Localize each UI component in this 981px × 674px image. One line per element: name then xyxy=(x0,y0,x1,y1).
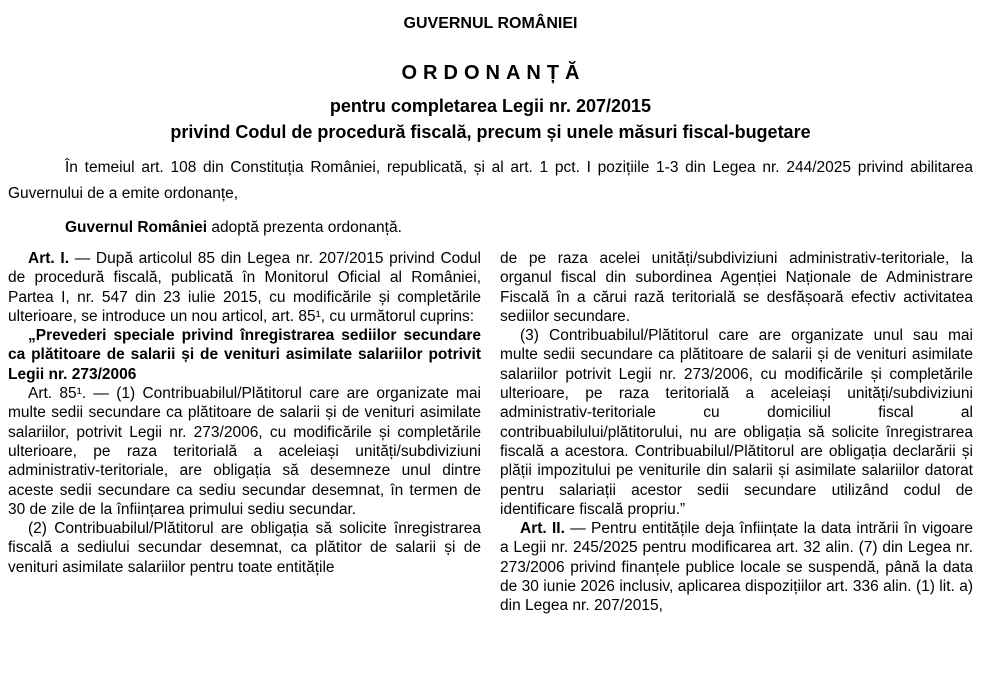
ordinance-title: ORDONANȚĂ xyxy=(401,62,586,84)
paragraph-text: — Pentru entitățile deja înființate la data intrării în vigoare a Legii nr. 245/2025 pentru modificarea art. 32 alin. (7) din Legea nr. 273/2006 privind finanțele publice locale se suspendă, până la data de 30 iunie 2026 inclusiv, aplicarea dispozițiilor art. 336 alin. (1) lit. a) din Legea nr. 207/2015, xyxy=(500,520,973,615)
ordinance-subtitle-line2: privind Codul de procedură fiscală, precum și unele măsuri fiscal-bugetare xyxy=(170,122,811,142)
paragraph-text: adoptă prezenta ordonanță. xyxy=(207,219,402,236)
right-column xyxy=(500,249,973,616)
left-column xyxy=(8,249,481,616)
paragraph xyxy=(500,249,973,326)
paragraph-bold-text: Art. I. xyxy=(28,250,70,267)
paragraph-text: În temeiul art. 108 din Constituția României, republicată, și al art. 1 pct. I pozițiile 1-3 din Legea nr. 244/2025 privind abilitarea Guvernului de a emite ordonanțe, xyxy=(8,159,973,202)
document-page xyxy=(0,14,981,616)
ordinance-subtitle-line1: pentru completarea Legii nr. 207/2015 xyxy=(329,96,652,116)
paragraph xyxy=(8,519,481,577)
paragraph xyxy=(8,215,973,241)
paragraph-text: (3) Contribuabilul/Plătitorul care are organizate unul sau mai multe sedii secundare ca plătitoare de salarii și de venituri asimilate salariilor potrivit Legii nr. 273/2006, cu modificările și completările ulterioare, pe raza teritorială a aceleiași unități/subdiviziuni administrativ-teritoriale cu domiciliul fiscal al contribuabilului/plătitorului, nu are obligația să solicite înregistrarea fiscală a acestora. Contribuabilul/Plătitorul are obligația declarării și plății impozitului pe veniturile din salarii și asimilate salariilor datorat pentru salariații acestor sedii secundare utilizând codul de identificare fiscală propriu.” xyxy=(500,327,973,518)
institution-title: GUVERNUL ROMÂNIEI xyxy=(403,15,578,32)
paragraph-bold-text: „Prevederi speciale privind înregistrarea sediilor secundare ca plătitoare de salarii și de venituri asimilate salariilor potrivit Legii nr. 273/2006 xyxy=(8,327,481,383)
paragraph xyxy=(8,384,481,519)
paragraph-text: Art. 85¹. — (1) Contribuabilul/Plătitorul care are organizate mai multe sedii secundare ca plătitoare de salarii și de venituri asimilate salariilor, potrivit Legii nr. 273/2006, cu modificările și completările ulterioare, pe raza teritorială a aceleiași unități/subdiviziuni administrativ-teritoriale, are obligația să desemneze unul dintre aceste sedii secundare ca sediu secundar desemnat, în termen de 30 de zile de la înființarea primului sediu secundar. xyxy=(8,385,481,518)
paragraph xyxy=(500,519,973,615)
paragraph xyxy=(8,155,973,207)
paragraph xyxy=(8,326,481,384)
paragraph-bold-text: Guvernul României xyxy=(65,219,208,236)
paragraph-text: (2) Contribuabilul/Plătitorul are obligația să solicite înregistrarea fiscală a sediului secundar desemnat, ca plătitor de salarii și de venituri asimilate salariilor pentru toate entitățile xyxy=(8,520,481,576)
legal-basis-paragraph xyxy=(8,155,973,207)
paragraph xyxy=(8,249,481,326)
paragraph xyxy=(500,326,973,519)
paragraph-text: — După articolul 85 din Legea nr. 207/2015 privind Codul de procedură fiscală, publicată în Monitorul Oficial al României, Partea I, nr. 547 din 23 iulie 2015, cu modificările și completările ulterioare, se introduce un nou articol, art. 85¹, cu următorul cuprins: xyxy=(8,250,481,325)
two-column-body xyxy=(8,249,973,616)
paragraph-bold-text: Art. II. xyxy=(520,520,565,538)
paragraph-text: de pe raza acelei unități/subdiviziuni administrativ-teritoriale, la organul fiscal din subordinea Agenției Naționale de Administrare Fiscală în a cărui rază teritorială se desfășoară efectiv activitatea sediilor secundare. xyxy=(500,250,973,325)
enactment-paragraph xyxy=(8,215,973,241)
